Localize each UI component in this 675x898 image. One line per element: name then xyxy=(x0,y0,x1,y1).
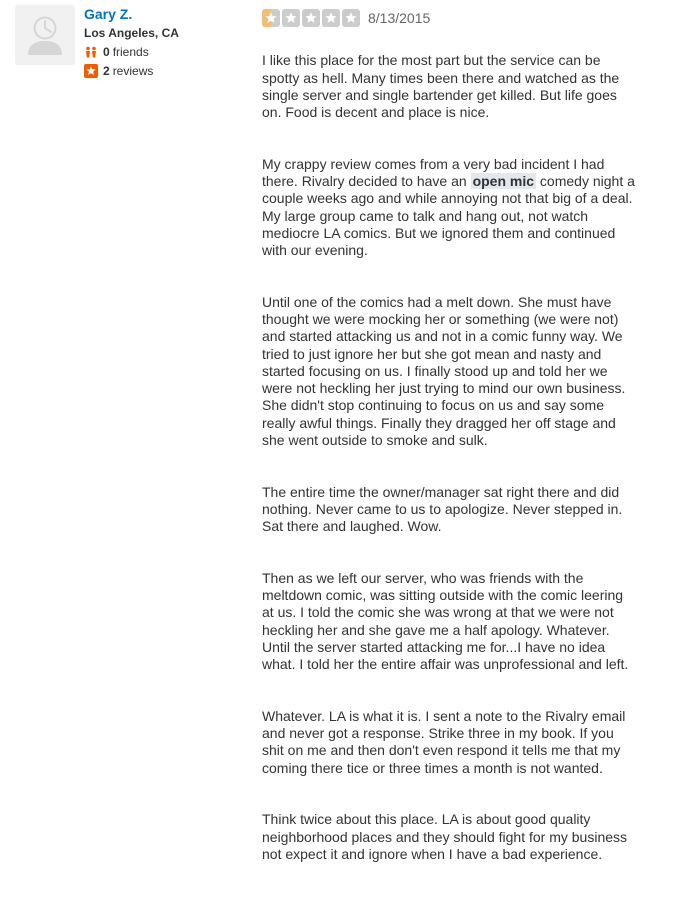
review-header xyxy=(262,8,637,28)
reviews-stat xyxy=(84,63,249,79)
user-name-link[interactable]: Gary Z. xyxy=(84,6,133,22)
friends-count: 0 xyxy=(103,45,110,59)
star-icon xyxy=(342,9,360,27)
star-badge-icon xyxy=(84,64,98,78)
review-text: comedy night a couple weeks ago and while annoying not that big of a deal. My large group came to talk and hang out, not watch mediocre LA comics. But we ignored them and continued with our evening. xyxy=(262,173,635,258)
friends-stat xyxy=(84,44,249,60)
review-paragraph: Until one of the comics had a melt down. She must have thought we were mocking her or something (we were not) and started attacking us and not in a comic funny way. We tried to just ignore her but she got mean and nasty and started focusing on us. I finally stood up and told her we were not heckling her just trying to mind our own business. She didn't stop continuing to focus on us and say some really awful things. Finally they dragged her off stage and she went outside to smoke and sulk. xyxy=(262,293,626,448)
review-paragraph: Whatever. LA is what it is. I sent a note to the Rivalry email and never got a response. Strike three in my book. If you shit on me and then don't even respond it tells me that my coming there tice or three times a month is not wanted. xyxy=(262,707,626,776)
review-paragraph: Then as we left our server, who was friends with the meltdown comic, was sitting outside with the comic leering at us. I told the comic she was wrong at that we were not heckling her and she gave me a half apology. Whatever. Until the server started attacking me for...I have no idea what. I told her the entire affair was unprofessional and left. xyxy=(262,569,629,672)
highlighted-term: open mic xyxy=(472,173,535,189)
user-info xyxy=(84,5,249,79)
review-paragraph: Think twice about this place. LA is about good quality neighborhood places and they should fight for my business not expect it and ignore when I have a bad experience. xyxy=(262,811,628,862)
review-text: My crappy review comes from a very bad incident I had there. Rivalry decided to have an xyxy=(262,155,605,189)
star-icon xyxy=(262,9,280,27)
star-icon xyxy=(322,9,340,27)
review-paragraph: I like this place for the most part but the service can be spotty as hell. Many times been there and watched as the single server and single bartender get killed. But life goes on. Food is decent and place is nice. xyxy=(262,52,620,120)
default-avatar-icon xyxy=(15,5,75,65)
star-icon xyxy=(302,9,320,27)
reviews-count: 2 xyxy=(103,64,110,78)
review-date: 8/13/2015 xyxy=(368,10,431,26)
reviews-label: reviews xyxy=(112,64,154,78)
avatar[interactable] xyxy=(15,5,75,65)
review-paragraph: The entire time the owner/manager sat right there and did nothing. Never came to us to apologize. Never stepped in. Sat there and laughed. Wow. xyxy=(262,483,623,534)
friends-icon xyxy=(84,45,98,59)
user-location: Los Angeles, CA xyxy=(84,26,179,40)
friends-label: friends xyxy=(112,45,149,59)
star-rating xyxy=(262,9,360,27)
review-panel xyxy=(262,8,637,898)
star-icon xyxy=(282,9,300,27)
review-paragraph xyxy=(262,156,637,260)
review-body xyxy=(262,35,637,898)
